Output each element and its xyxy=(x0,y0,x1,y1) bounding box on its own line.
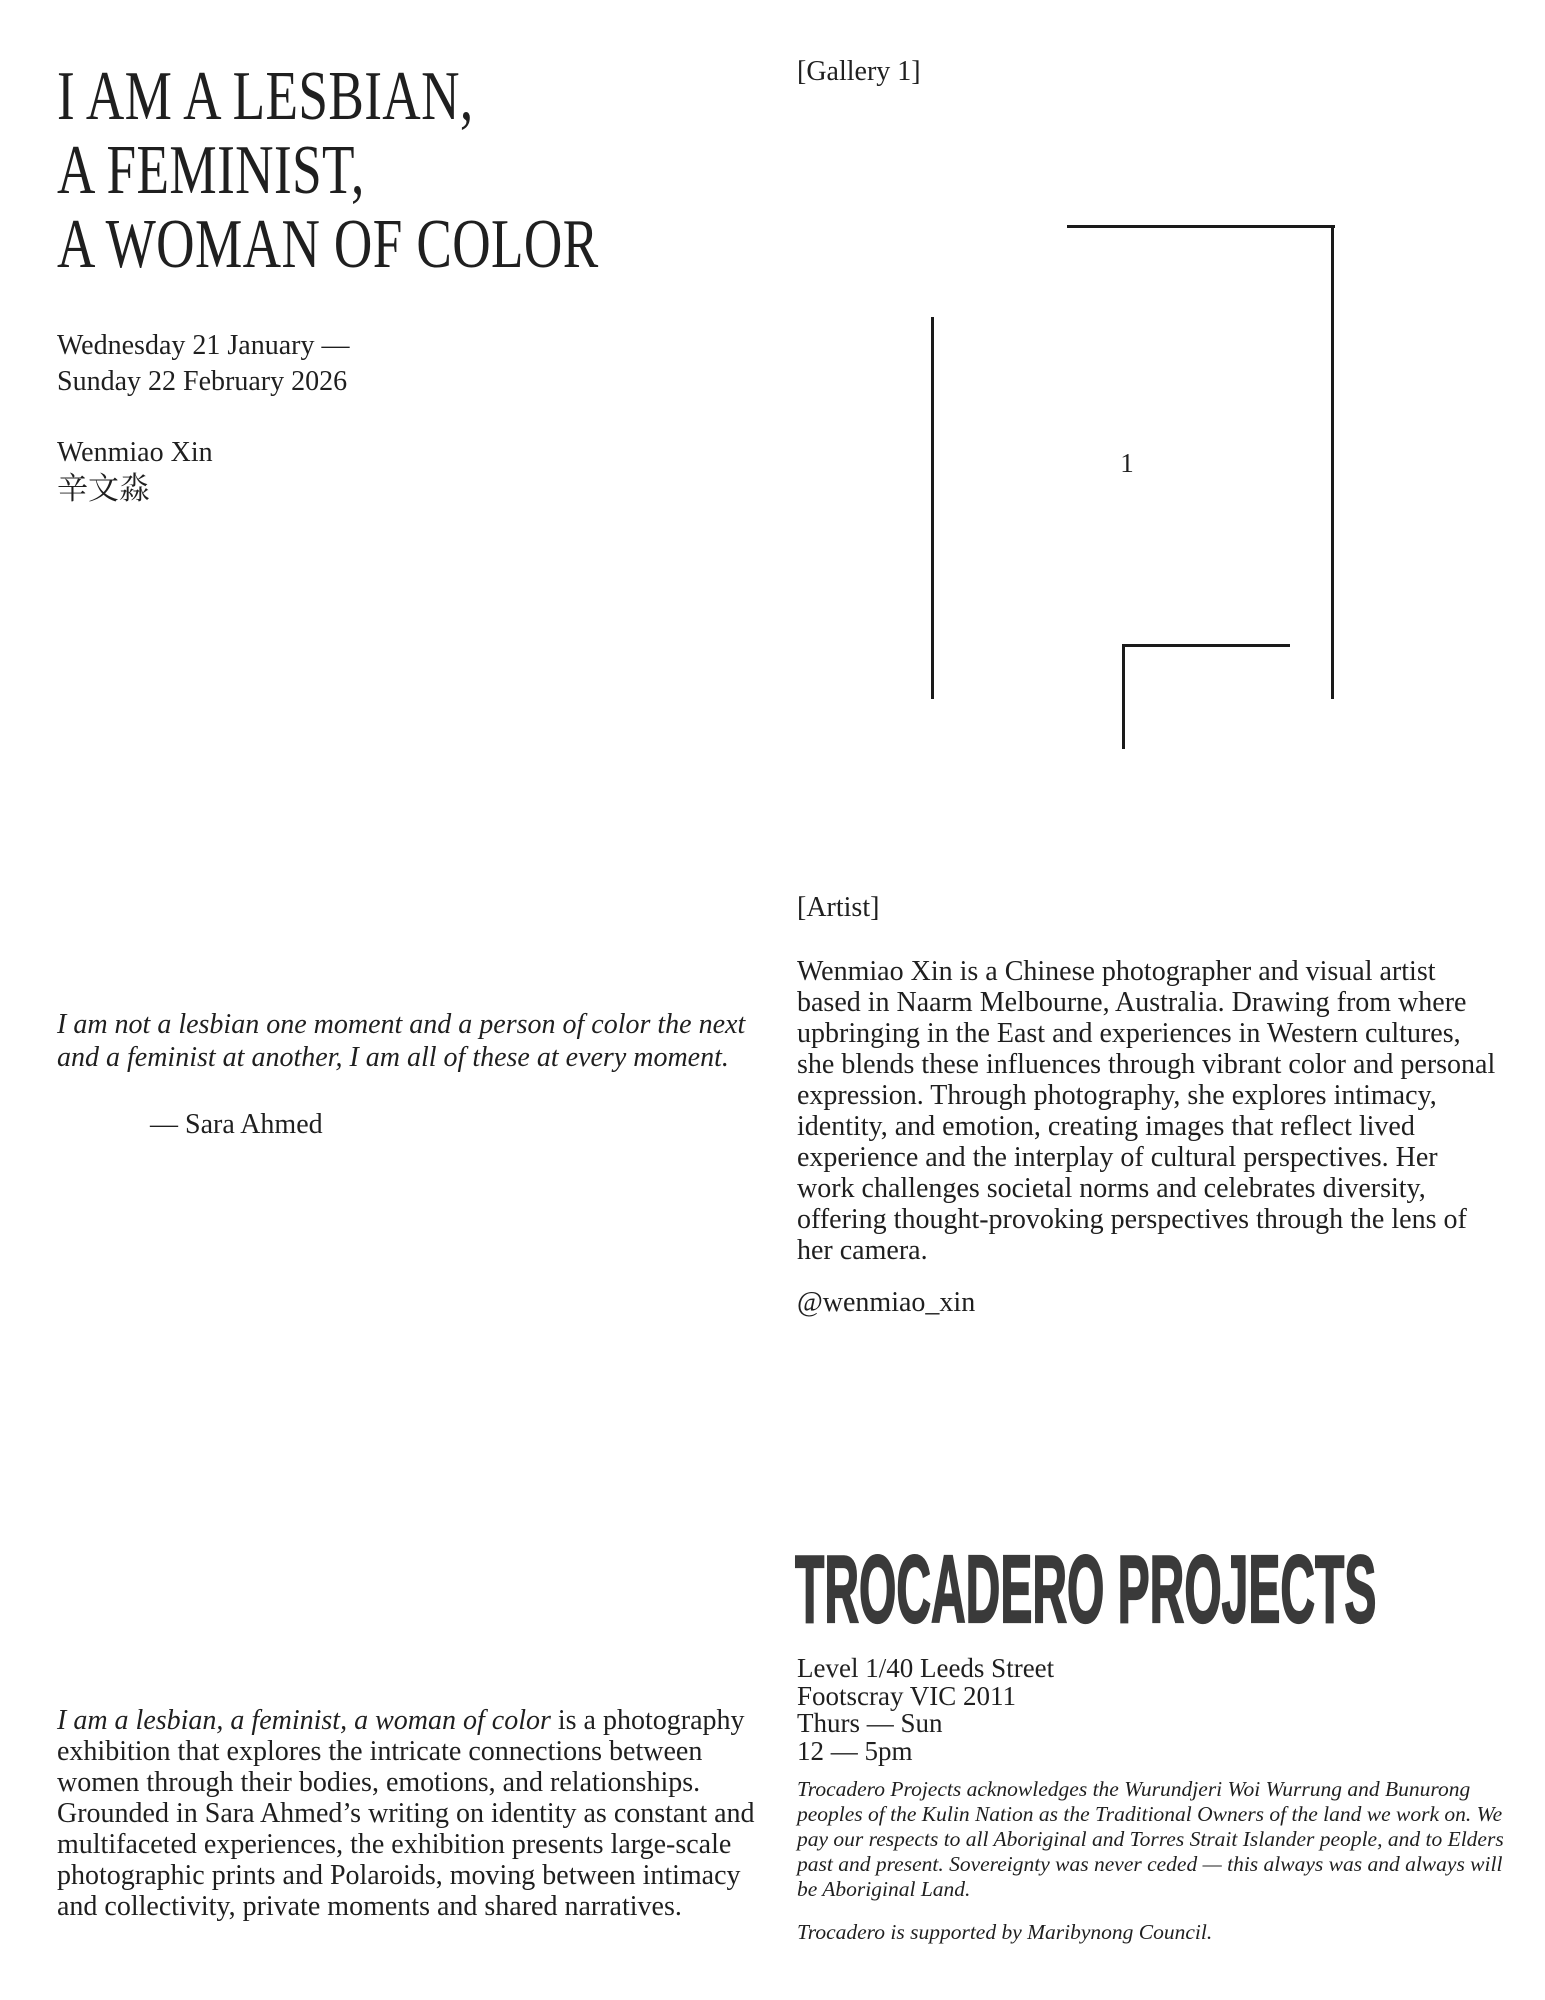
floorplan-wall-top xyxy=(1067,225,1335,228)
floorplan-notch-horizontal xyxy=(1122,644,1290,647)
quote-attribution: — Sara Ahmed xyxy=(150,1109,323,1140)
exhibition-dates xyxy=(57,328,349,399)
council-support-note: Trocadero is supported by Maribynong Council. xyxy=(797,1920,1213,1944)
artist-bio: Wenmiao Xin is a Chinese photographer and visual artist based in Naarm Melbourne, Australia. Drawing from where upbringing in the East and experiences in Western cultures, she blends these influences through vibrant color and personal expression. Through photography, she explores intimacy, identity, and emotion, creating images that reflect lived experience and the interplay of cultural perspectives. Her work challenges societal norms and celebrates diversity, offering thought-provoking perspectives through the lens of her camera. xyxy=(797,956,1496,1266)
dates-line-2: Sunday 22 February 2026 xyxy=(57,365,348,397)
venue-address xyxy=(797,1655,1054,1765)
artist-name: Wenmiao Xin xyxy=(57,437,213,468)
artist-section-label: [Artist] xyxy=(797,892,880,923)
floorplan-room-number: 1 xyxy=(1120,448,1134,478)
title-line-3: A WOMAN OF COLOR xyxy=(57,206,599,283)
exhibition-description xyxy=(57,1705,757,1922)
open-hours: 12 — 5pm xyxy=(797,1735,913,1766)
acknowledgement-of-country: Trocadero Projects acknowledges the Wurundjeri Woi Wurrung and Bunurong peoples of the Kulin Nation as the Traditional Owners of the land we work on. We pay our respects to all Aboriginal and Torres Strait Islander people, and to Elders past and present. Sovereignty was never ceded — this always was and always will be Aboriginal Land. xyxy=(797,1777,1504,1901)
trocadero-projects-logo: TROCADERO PROJECTS xyxy=(795,1536,1377,1643)
dates-line-1: Wednesday 21 January — xyxy=(57,330,350,361)
address-suburb: Footscray VIC 2011 xyxy=(797,1680,1016,1711)
address-street: Level 1/40 Leeds Street xyxy=(797,1653,1055,1683)
description-body: is a photography exhibition that explores the intricate connections between women through their bodies, emotions, and relationships. Grounded in Sara Ahmed’s writing on identity as constant and multifaceted experiences, the exhibition presents large-scale photographic prints and Polaroids, moving between intimacy and collectivity, private moments and shared narratives. xyxy=(57,1705,755,1922)
artist-name-chinese: 辛文淼 xyxy=(57,470,150,506)
floorplan-notch-vertical xyxy=(1122,644,1125,749)
title-line-1: I AM A LESBIAN, xyxy=(57,58,474,135)
exhibition-title xyxy=(57,60,599,282)
quote-line-2: and a feminist at another, I am all of these at every moment. xyxy=(57,1042,729,1073)
artist-name-block xyxy=(57,435,213,506)
gallery-floorplan xyxy=(931,225,1335,749)
quote-line-1: I am not a lesbian one moment and a person of color the next xyxy=(57,1009,746,1040)
title-line-2: A FEMINIST, xyxy=(57,132,365,209)
description-italic-lead: I am a lesbian, a feminist, a woman of color xyxy=(57,1705,551,1736)
floorplan-wall-left xyxy=(931,317,934,699)
gallery-section-label: [Gallery 1] xyxy=(797,56,921,87)
open-days: Thurs — Sun xyxy=(797,1708,943,1738)
pull-quote xyxy=(57,1008,777,1074)
instagram-handle: @wenmiao_xin xyxy=(797,1287,976,1318)
floorplan-wall-right xyxy=(1331,225,1334,699)
